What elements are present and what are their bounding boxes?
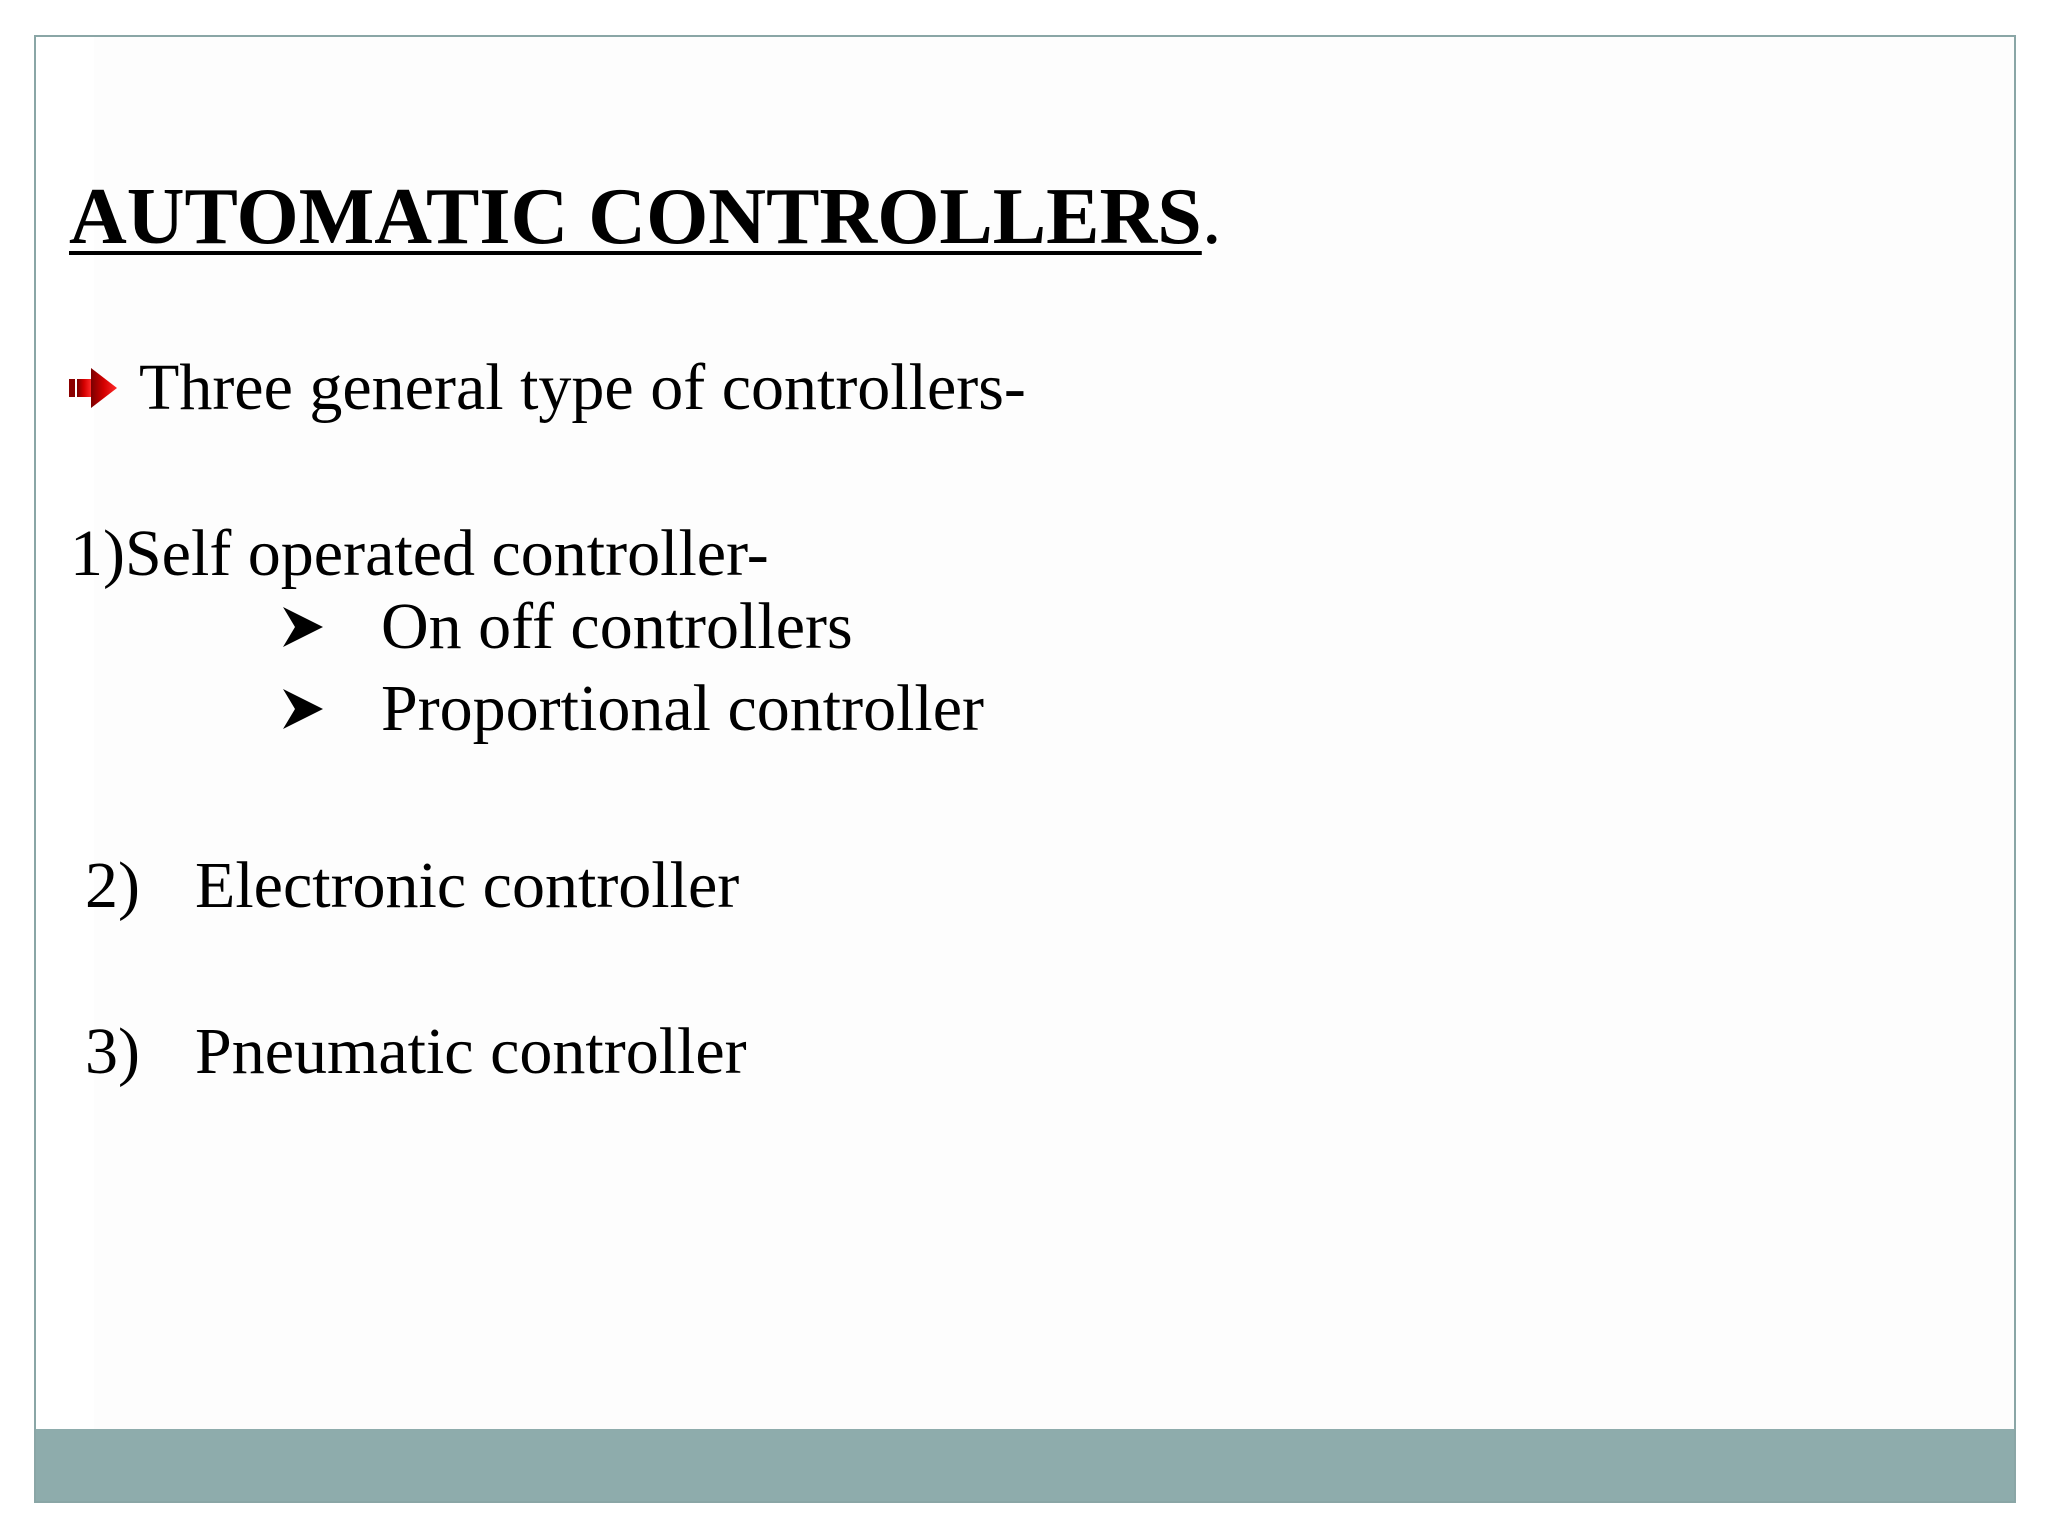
list-item-2 [85, 849, 985, 923]
chevron-arrow-bullet-icon [281, 685, 325, 733]
list-item-1: 1)Self operated controller- [70, 517, 769, 590]
sub-item-label: On off controllers [381, 590, 853, 663]
title-text: AUTOMATIC CONTROLLERS [69, 173, 1202, 261]
slide [34, 35, 2016, 1503]
list-label: Pneumatic controller [195, 1015, 747, 1088]
list-number: 2) [85, 849, 140, 922]
intro-text: Three general type of controllers- [139, 351, 1026, 424]
sub-item-on-off [281, 590, 853, 663]
sub-item-label: Proportional controller [381, 672, 985, 745]
sub-item-proportional [281, 672, 985, 745]
footer-band [36, 1429, 2014, 1501]
list-item-3 [85, 1015, 985, 1089]
slide-title [69, 173, 1222, 261]
list-number: 3) [85, 1015, 140, 1088]
intro-line [69, 351, 1026, 424]
title-period: . [1201, 173, 1222, 261]
list-label: Electronic controller [195, 849, 740, 922]
chevron-arrow-bullet-icon [281, 603, 325, 651]
red-arrow-bullet-icon [69, 366, 119, 410]
